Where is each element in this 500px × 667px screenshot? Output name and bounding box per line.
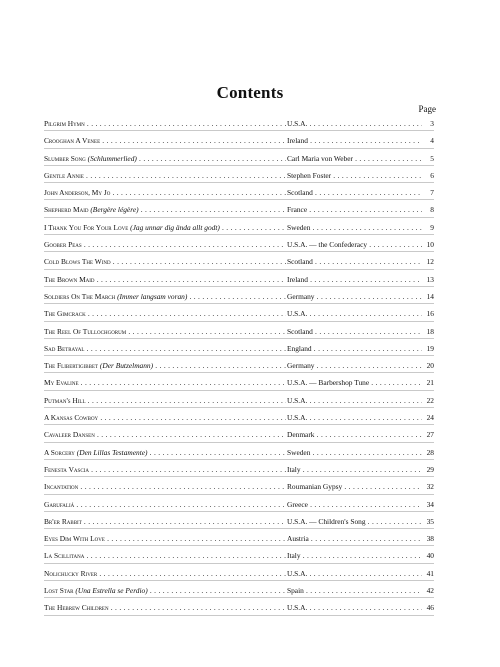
song-name: The Flibertigibbet [44,361,99,371]
song-origin: England . . . [286,340,427,357]
contents-row [44,271,434,288]
song-origin: Scotland . . . [286,253,427,270]
contents-row [44,409,434,426]
song-name: I Thank You For Your Love [44,222,129,232]
page-number: 40 [422,547,434,564]
song-origin: France . . . [286,201,427,218]
song-title [44,374,287,391]
song-title [44,150,287,167]
song-title [44,513,287,530]
page-title: Contents [216,83,284,102]
song-origin: U.S.A. . . . [286,392,427,409]
song-subtitle: (Una Estrella se Perdio) [75,586,148,596]
song-origin: U.S.A. . . . [286,599,427,616]
song-title [44,392,287,409]
song-name: Soldiers On The March [44,291,116,301]
song-title [44,547,287,564]
page-number: 12 [422,253,434,270]
contents-row [44,219,434,236]
song-origin: Sweden . . . [286,444,427,461]
song-origin: Germany . . . [286,288,427,305]
song-title [44,565,287,582]
song-name: Slumber Song [44,153,86,163]
page-number: 5 [422,150,434,167]
song-subtitle: (Der Butzelmann) [99,361,154,371]
song-title [44,184,287,201]
song-name: Garufaliá [44,499,75,509]
contents-row [44,599,434,616]
song-title [44,288,287,305]
contents-row [44,253,434,270]
contents-row [44,478,434,495]
page-number: 38 [422,530,434,547]
contents-row [44,201,434,218]
song-name: Sad Betrayal [44,343,85,353]
page-number: 3 [422,115,434,132]
song-title [44,599,287,616]
contents-row [44,357,434,374]
page-number: 14 [422,288,434,305]
song-origin: Roumanian Gypsy . . . [286,478,427,495]
page-number: 28 [422,444,434,461]
song-title [44,340,287,357]
song-name: A Sorcery [44,447,75,457]
page-number: 10 [422,236,434,253]
contents-row [44,305,434,322]
song-name: John Anderson, My Jo [44,188,111,198]
song-subtitle: (Immer langsam voran) [117,291,188,301]
song-name: Crooghan A Venee [44,136,101,146]
song-name: The Reel Of Tullochgorum [44,326,127,336]
song-origin: Spain . . . [286,582,427,599]
song-origin: U.S.A. . . . [286,409,427,426]
contents-row [44,461,434,478]
song-subtitle: (Schlummerlied) [87,153,137,163]
contents-row [44,496,434,513]
page-number: 6 [422,167,434,184]
song-origin: Italy . . . [286,461,427,478]
page-number: 9 [422,219,434,236]
song-origin: U.S.A. . . . [286,565,427,582]
contents-row [44,167,434,184]
contents-row [44,150,434,167]
page-number: 27 [422,426,434,443]
song-subtitle: (Den Lillas Testamente) [76,447,148,457]
song-name: Lost Star [44,586,74,596]
page-number: 35 [422,513,434,530]
song-name: Br'er Rabbit [44,516,82,526]
song-subtitle: (Jag unnar dig ända allt godt) [130,222,220,232]
contents-row [44,323,434,340]
song-name: Nolichucky River [44,568,98,578]
page-number: 29 [422,461,434,478]
page-number: 4 [422,132,434,149]
contents-row [44,340,434,357]
song-title [44,357,287,374]
page-number: 46 [422,599,434,616]
song-origin: Ireland . . . [286,271,427,288]
song-origin: Scotland . . . [286,323,427,340]
song-name: Goober Peas [44,240,82,250]
page-column-heading: Page [418,104,436,114]
song-origin: Sweden . . . [286,219,427,236]
song-title [44,167,287,184]
song-name: Cavaleer Dansen [44,430,95,440]
song-name: My Evaline [44,378,79,388]
contents-row [44,374,434,391]
page-number: 19 [422,340,434,357]
contents-row [44,513,434,530]
song-name: Fenesta Vascia [44,464,89,474]
song-origin: Ireland . . . [286,132,427,149]
song-name: Eyes Dim With Love [44,534,105,544]
song-title [44,132,287,149]
song-title [44,582,287,599]
page-number: 42 [422,582,434,599]
song-origin: Italy . . . [286,547,427,564]
page-number: 41 [422,565,434,582]
song-origin: Carl Maria von Weber . . . [286,150,427,167]
song-origin: Greece . . . [286,496,427,513]
page-number: 7 [422,184,434,201]
song-title [44,444,287,461]
song-origin: U.S.A. — the Confederacy . . . [286,236,427,253]
song-title [44,409,287,426]
song-origin: U.S.A. . . . [286,305,427,322]
contents-row [44,184,434,201]
contents-row [44,530,434,547]
contents-list [44,115,434,617]
song-origin: Denmark . . . [286,426,427,443]
song-title [44,219,287,236]
page-number: 24 [422,409,434,426]
song-subtitle: (Bergère légère) [90,205,139,215]
song-title [44,323,287,340]
song-name: Incantation [44,482,79,492]
page-number: 34 [422,496,434,513]
song-title [44,496,287,513]
contents-row [44,565,434,582]
song-title [44,305,287,322]
page-number: 22 [422,392,434,409]
song-title [44,530,287,547]
song-name: A Kansas Cowboy [44,413,99,423]
contents-row [44,392,434,409]
page-number: 32 [422,478,434,495]
page-number: 8 [422,201,434,218]
song-title [44,461,287,478]
page-number: 21 [422,374,434,391]
song-name: Shepherd Maid [44,205,89,215]
song-name: The Hebrew Children [44,603,109,613]
song-title [44,271,287,288]
contents-row [44,444,434,461]
page-number: 20 [422,357,434,374]
song-title [44,478,287,495]
song-origin: Austria . . . [286,530,427,547]
song-name: The Brown Maid [44,274,95,284]
page-number: 13 [422,271,434,288]
song-name: Pilgrim Hymn [44,119,85,128]
page-number: 18 [422,323,434,340]
song-origin: U.S.A. — Barbershop Tune . . . [286,374,427,391]
song-origin: Stephen Foster . . . [286,167,427,184]
song-origin: Scotland . . . [286,184,427,201]
song-title [44,253,287,270]
song-title [44,426,287,443]
song-name: La Scillitana [44,551,85,561]
song-name: The Gimcrack [44,309,86,319]
song-title [44,115,287,132]
contents-row [44,132,434,149]
contents-row [44,288,434,305]
song-title [44,201,287,218]
song-name: Cold Blows The Wind [44,257,111,267]
song-name: Putman's Hill [44,395,86,405]
song-title [44,236,287,253]
contents-row [44,547,434,564]
song-origin: U.S.A. . . . [286,115,427,132]
song-name: Gentle Annie [44,170,84,180]
song-origin: U.S.A. — Children's Song . . . [286,513,427,530]
contents-row [44,115,434,132]
contents-row [44,582,434,599]
song-origin: Germany . . . [286,357,427,374]
contents-row [44,426,434,443]
contents-row [44,236,434,253]
page-number: 16 [422,305,434,322]
